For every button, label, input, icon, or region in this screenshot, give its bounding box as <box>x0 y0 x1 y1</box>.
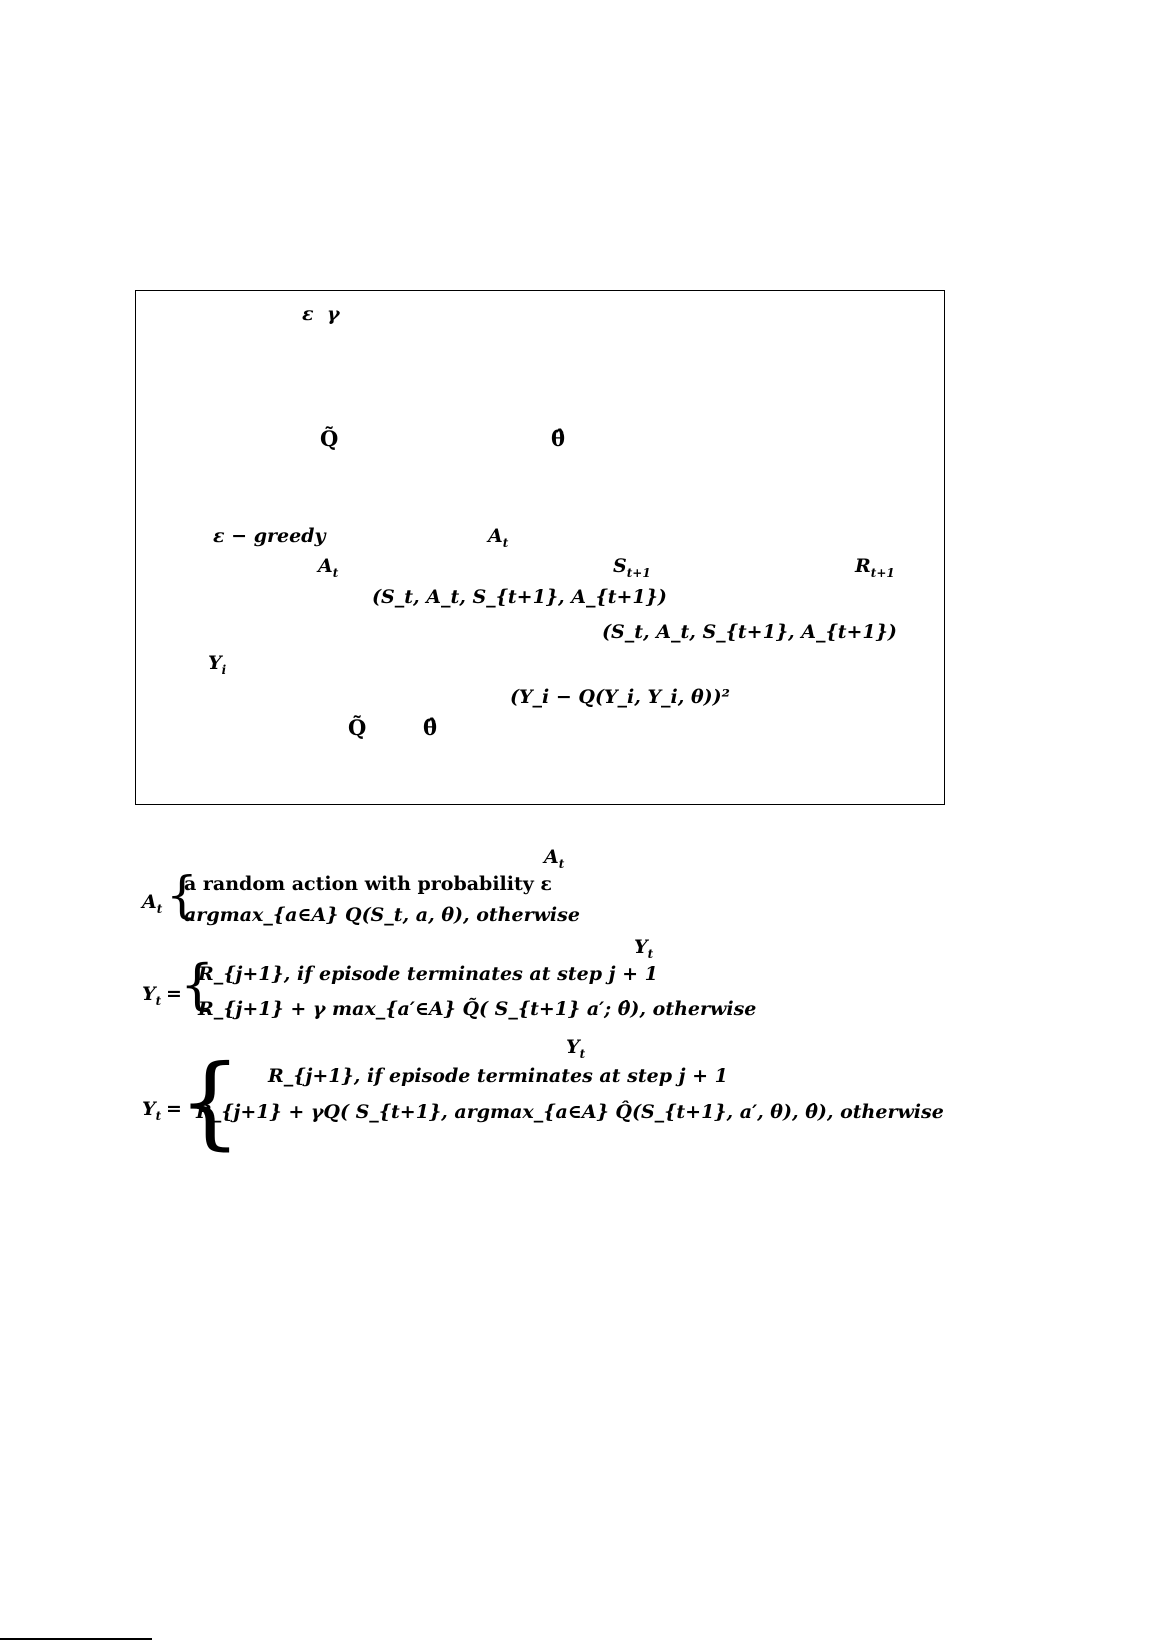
eq3-lhs: $Y_t$ <box>142 1098 162 1123</box>
target-q-init: Q̃ <box>320 426 339 451</box>
next-state: $S_{t+1}$ <box>613 555 651 580</box>
eq3-label: $Y_t$ <box>566 1036 586 1061</box>
eq1-label: $A_t$ <box>544 846 565 871</box>
epsilon-param: ε <box>302 303 314 325</box>
store-tuple: (S_t, A_t, S_{t+1}, A_{t+1}) <box>372 586 667 608</box>
take-action: $A_t$ <box>318 555 339 580</box>
eq1-case1: a random action with probability ε <box>184 873 552 895</box>
update-theta-hat: θ̂ <box>423 715 438 740</box>
eps-greedy-action: $A_t$ <box>488 525 509 550</box>
target-value: $Y_i$ <box>208 652 227 677</box>
loss-function: (Y_i − Q(Y_i, Y_i, θ))² <box>510 686 730 708</box>
eq2-label: $Y_t$ <box>634 936 654 961</box>
eq1-lhs: $A_t$ <box>142 891 163 916</box>
target-theta-init: θ̂ <box>551 426 566 451</box>
eq2-case1: R_{j+1}, if episode terminates at step j + 1 <box>198 963 658 985</box>
eq3-equals: = <box>166 1098 182 1120</box>
eq3-brace: { <box>178 1043 242 1160</box>
eq1-brace: { <box>166 866 198 924</box>
update-q-hat: Q̃ <box>348 715 367 740</box>
gamma-param: γ <box>327 303 340 325</box>
eq2-brace: { <box>180 953 215 1016</box>
footnote-rule <box>0 1638 152 1640</box>
reward: $R_{t+1}$ <box>855 555 895 580</box>
eq3-case1: R_{j+1}, if episode terminates at step j + 1 <box>268 1065 728 1087</box>
algorithm-box <box>135 290 945 805</box>
eq2-lhs: $Y_t$ <box>142 983 162 1008</box>
eps-greedy-label: ε − greedy <box>213 525 326 547</box>
sample-tuple: (S_t, A_t, S_{t+1}, A_{t+1}) <box>602 621 897 643</box>
eq2-equals: = <box>166 983 182 1005</box>
eq3-case2: R_{j+1} + γQ( S_{t+1}, argmax_{a∈A} Q̂(S_{t+1}, a′, θ), θ̂), otherwise <box>196 1101 944 1123</box>
eq2-case2: R_{j+1} + γ max_{a′∈A} Q̃( S_{t+1} a′; θ̂), otherwise <box>198 998 757 1020</box>
eq1-case2: argmax_{a∈A} Q(S_t, a, θ), otherwise <box>184 904 580 926</box>
